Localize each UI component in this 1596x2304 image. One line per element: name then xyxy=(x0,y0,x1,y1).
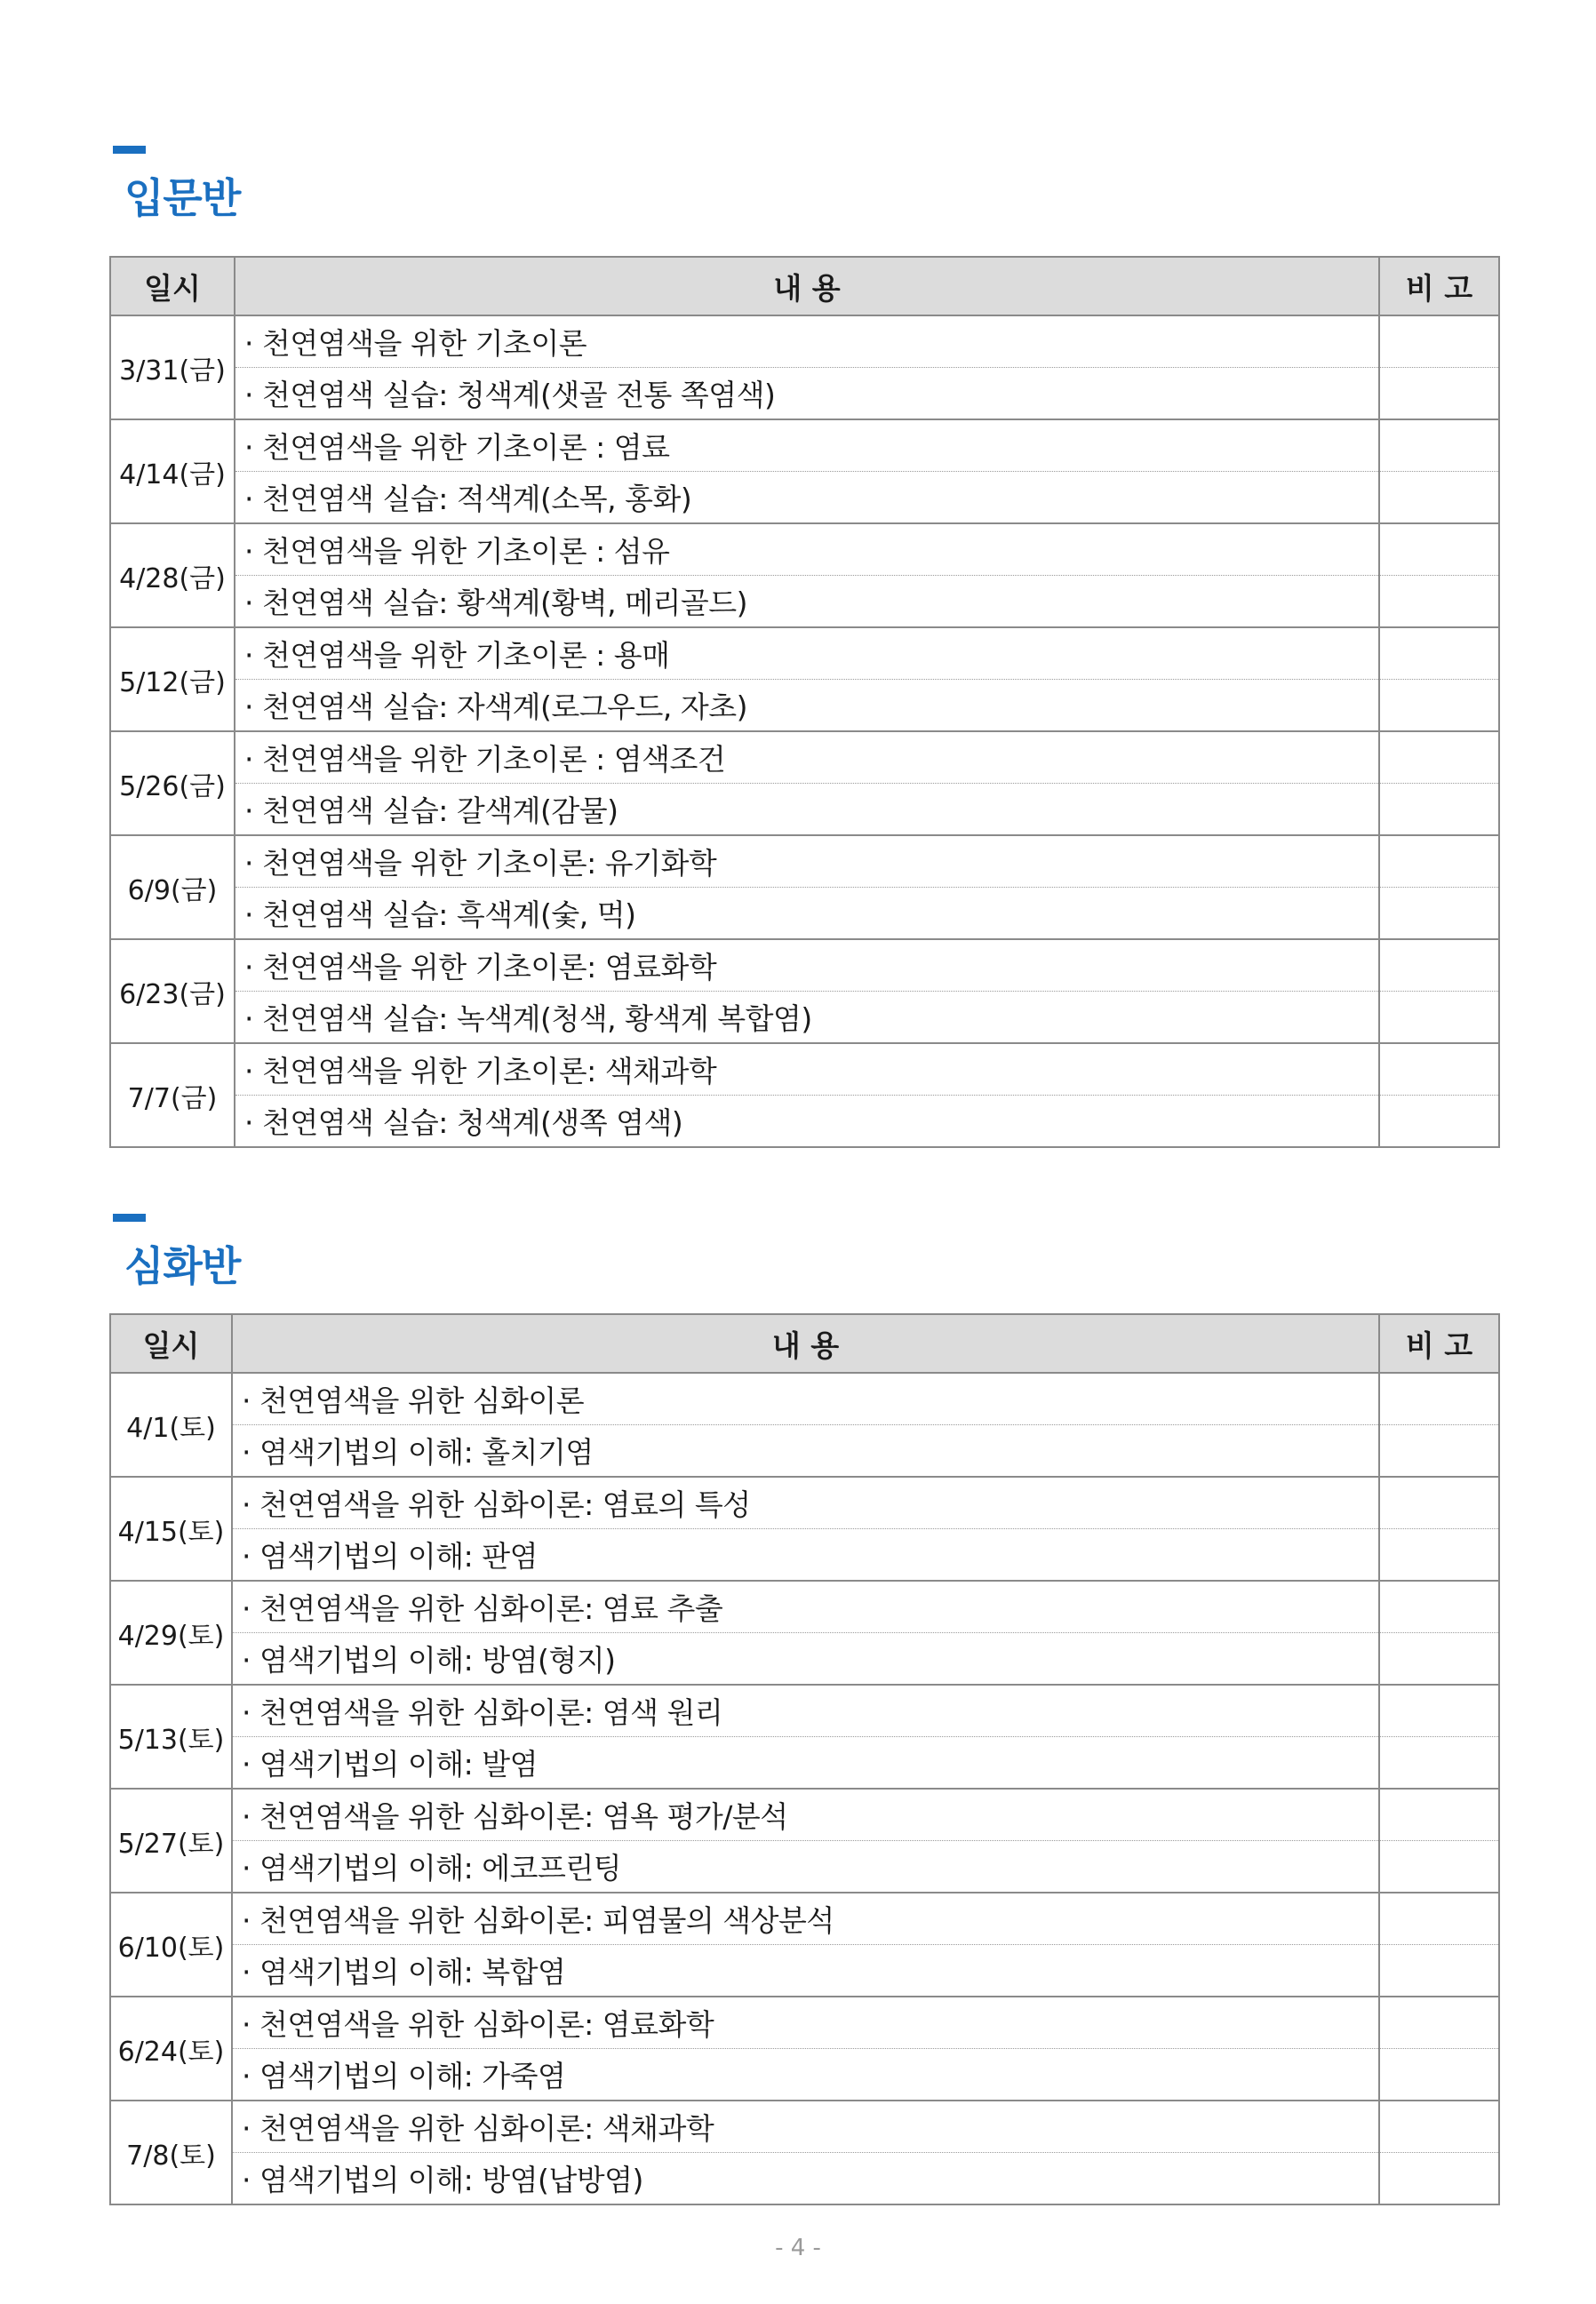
session-content-item: · 천연염색을 위한 심화이론: 염료 추출 xyxy=(232,1581,1379,1633)
session-date: 4/14(금) xyxy=(110,419,235,523)
session-date: 5/26(금) xyxy=(110,731,235,835)
section-accent-bar xyxy=(113,146,146,154)
session-note xyxy=(1379,627,1499,680)
session-date: 5/12(금) xyxy=(110,627,235,731)
session-content-item: · 염색기법의 이해: 방염(형지) xyxy=(232,1633,1379,1686)
table-row xyxy=(110,1685,1499,1737)
table-row xyxy=(110,680,1499,732)
section-title: 입문반 xyxy=(124,174,241,222)
session-content-item: · 천연염색을 위한 기초이론: 색채과학 xyxy=(235,1043,1379,1096)
session-note xyxy=(1379,939,1499,992)
session-content-item: · 염색기법의 이해: 발염 xyxy=(232,1737,1379,1790)
schedule-table-advanced xyxy=(109,1313,1500,2205)
table-row xyxy=(110,1893,1499,1945)
session-note xyxy=(1379,2101,1499,2153)
table-row xyxy=(110,1841,1499,1893)
table-row xyxy=(110,315,1499,368)
session-note xyxy=(1379,2153,1499,2205)
table-row xyxy=(110,835,1499,888)
session-content-item: · 천연염색 실습: 황색계(황벽, 메리골드) xyxy=(235,576,1379,628)
session-content-item: · 천연염색을 위한 기초이론: 염료화학 xyxy=(235,939,1379,992)
table-row xyxy=(110,992,1499,1044)
session-content-item: · 천연염색을 위한 기초이론 xyxy=(235,315,1379,368)
table-header-row xyxy=(110,1314,1499,1373)
session-content-item: · 천연염색을 위한 심화이론: 염료화학 xyxy=(232,1997,1379,2049)
session-note xyxy=(1379,419,1499,472)
session-date: 6/24(토) xyxy=(110,1997,232,2101)
table-row xyxy=(110,1945,1499,1997)
session-note xyxy=(1379,1373,1499,1425)
session-note xyxy=(1379,2049,1499,2101)
table-header-row xyxy=(110,257,1499,315)
session-note xyxy=(1379,1529,1499,1582)
session-note xyxy=(1379,1096,1499,1148)
session-content-item: · 천연염색 실습: 청색계(생쪽 염색) xyxy=(235,1096,1379,1148)
header-note: 비 고 xyxy=(1379,1314,1499,1373)
page-number: - 4 - xyxy=(775,2235,821,2261)
table-row xyxy=(110,1373,1499,1425)
table-row xyxy=(110,1043,1499,1096)
session-date: 4/28(금) xyxy=(110,523,235,627)
session-content-item: · 염색기법의 이해: 에코프린팅 xyxy=(232,1841,1379,1893)
session-date: 7/8(토) xyxy=(110,2101,232,2204)
session-note xyxy=(1379,1685,1499,1737)
session-note xyxy=(1379,472,1499,524)
table-row xyxy=(110,784,1499,836)
header-note: 비 고 xyxy=(1379,257,1499,315)
session-note xyxy=(1379,1633,1499,1686)
table-row xyxy=(110,1096,1499,1148)
session-date: 6/23(금) xyxy=(110,939,235,1043)
session-content-item: · 천연염색을 위한 기초이론 : 염료 xyxy=(235,419,1379,472)
session-date: 4/29(토) xyxy=(110,1581,232,1685)
session-note xyxy=(1379,1425,1499,1478)
session-note xyxy=(1379,1893,1499,1945)
table-row xyxy=(110,1581,1499,1633)
session-note xyxy=(1379,1997,1499,2049)
session-date: 4/1(토) xyxy=(110,1373,232,1477)
table-row xyxy=(110,1529,1499,1582)
table-row xyxy=(110,1737,1499,1790)
session-content-item: · 천연염색 실습: 갈색계(감물) xyxy=(235,784,1379,836)
session-date: 7/7(금) xyxy=(110,1043,235,1147)
session-note xyxy=(1379,888,1499,940)
table-row xyxy=(110,368,1499,420)
session-note xyxy=(1379,992,1499,1044)
session-note xyxy=(1379,680,1499,732)
session-content-item: · 천연염색을 위한 심화이론: 피염물의 색상분석 xyxy=(232,1893,1379,1945)
session-content-item: · 염색기법의 이해: 홀치기염 xyxy=(232,1425,1379,1478)
table-row xyxy=(110,1477,1499,1529)
session-note xyxy=(1379,1789,1499,1841)
session-note xyxy=(1379,1841,1499,1893)
session-note xyxy=(1379,368,1499,420)
table-row xyxy=(110,2101,1499,2153)
session-content-item: · 천연염색을 위한 심화이론: 염색 원리 xyxy=(232,1685,1379,1737)
table-row xyxy=(110,1789,1499,1841)
session-note xyxy=(1379,731,1499,784)
table-row xyxy=(110,1633,1499,1686)
header-content: 내 용 xyxy=(232,1314,1379,1373)
session-note xyxy=(1379,315,1499,368)
table-row xyxy=(110,2049,1499,2101)
session-note xyxy=(1379,1737,1499,1790)
session-note xyxy=(1379,1945,1499,1997)
table-row xyxy=(110,576,1499,628)
session-content-item: · 천연염색을 위한 기초이론 : 염색조건 xyxy=(235,731,1379,784)
table-row xyxy=(110,419,1499,472)
schedule-table-beginner xyxy=(109,256,1500,1148)
table-row xyxy=(110,731,1499,784)
session-date: 6/10(토) xyxy=(110,1893,232,1997)
session-date: 4/15(토) xyxy=(110,1477,232,1581)
table-row xyxy=(110,627,1499,680)
table-row xyxy=(110,2153,1499,2205)
session-note xyxy=(1379,576,1499,628)
session-note xyxy=(1379,1477,1499,1529)
session-date: 5/13(토) xyxy=(110,1685,232,1789)
session-content-item: · 천연염색을 위한 심화이론: 염료의 특성 xyxy=(232,1477,1379,1529)
session-note xyxy=(1379,1581,1499,1633)
session-content-item: · 천연염색 실습: 적색계(소목, 홍화) xyxy=(235,472,1379,524)
session-content-item: · 천연염색을 위한 기초이론 : 섬유 xyxy=(235,523,1379,576)
section-title: 심화반 xyxy=(124,1242,241,1290)
session-content-item: · 천연염색 실습: 자색계(로그우드, 자초) xyxy=(235,680,1379,732)
session-content-item: · 천연염색을 위한 기초이론: 유기화학 xyxy=(235,835,1379,888)
session-content-item: · 염색기법의 이해: 가죽염 xyxy=(232,2049,1379,2101)
session-content-item: · 천연염색 실습: 흑색계(숯, 먹) xyxy=(235,888,1379,940)
table-row xyxy=(110,1425,1499,1478)
session-note xyxy=(1379,523,1499,576)
session-date: 3/31(금) xyxy=(110,315,235,419)
section-accent-bar xyxy=(113,1214,146,1222)
session-content-item: · 염색기법의 이해: 판염 xyxy=(232,1529,1379,1582)
session-content-item: · 염색기법의 이해: 방염(납방염) xyxy=(232,2153,1379,2205)
header-date: 일시 xyxy=(110,1314,232,1373)
session-content-item: · 천연염색 실습: 청색계(샛골 전통 쪽염색) xyxy=(235,368,1379,420)
table-row xyxy=(110,1997,1499,2049)
session-note xyxy=(1379,784,1499,836)
session-content-item: · 천연염색을 위한 심화이론: 색채과학 xyxy=(232,2101,1379,2153)
session-date: 5/27(토) xyxy=(110,1789,232,1893)
header-date: 일시 xyxy=(110,257,235,315)
session-content-item: · 천연염색을 위한 심화이론 xyxy=(232,1373,1379,1425)
table-row xyxy=(110,888,1499,940)
table-row xyxy=(110,472,1499,524)
session-content-item: · 천연염색을 위한 기초이론 : 용매 xyxy=(235,627,1379,680)
session-content-item: · 천연염색 실습: 녹색계(청색, 황색계 복합염) xyxy=(235,992,1379,1044)
session-content-item: · 천연염색을 위한 심화이론: 염욕 평가/분석 xyxy=(232,1789,1379,1841)
session-note xyxy=(1379,1043,1499,1096)
session-date: 6/9(금) xyxy=(110,835,235,939)
header-content: 내 용 xyxy=(235,257,1379,315)
table-row xyxy=(110,939,1499,992)
session-note xyxy=(1379,835,1499,888)
table-row xyxy=(110,523,1499,576)
session-content-item: · 염색기법의 이해: 복합염 xyxy=(232,1945,1379,1997)
